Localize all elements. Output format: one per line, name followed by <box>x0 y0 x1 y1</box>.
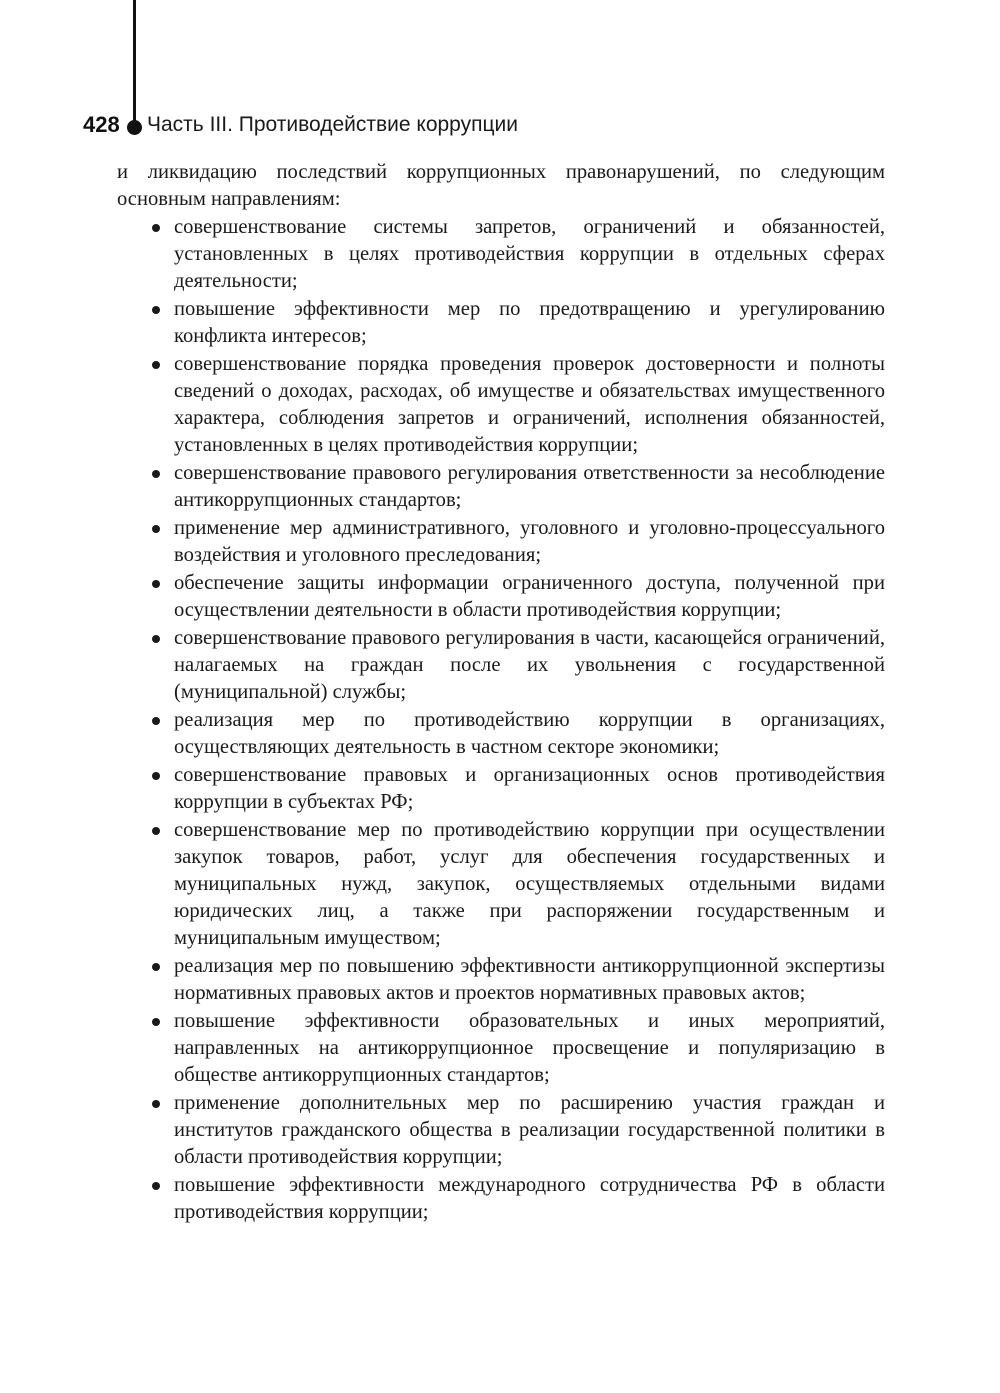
chapter-title: Часть III. Противодействие коррупции <box>147 113 518 136</box>
bullet-icon <box>152 827 160 835</box>
list-item-text: совершенствование системы запретов, ограничений и обязанностей, установленных в целях противодействия коррупции в отдельных сферах деятельности; <box>174 216 885 292</box>
list-item-text: реализация мер по повышению эффективности антикоррупционной экспертизы нормативных правовых актов и проектов нормативных правовых актов; <box>174 955 885 1004</box>
bullet-icon <box>152 470 160 478</box>
list-item-text: повышение эффективности образовательных и иных мероприятий, направленных на антикоррупционное просвещение и популяризацию в обществе антикоррупционных стандартов; <box>174 1010 885 1086</box>
running-header <box>0 108 1000 142</box>
page-number: 428 <box>83 112 120 137</box>
bullet-icon <box>152 1018 160 1026</box>
list-item-text: совершенствование мер по противодействию коррупции при осуществлении закупок товаров, работ, услуг для обеспечения государственных и муниципальных нужд, закупок, осуществляемых отдельными видами юридических лиц, а также при распоряжении государственным и муниципальным имуществом; <box>174 819 885 949</box>
list-item <box>117 214 885 295</box>
list-item-text: повышение эффективности мер по предотвращению и урегулированию конфликта интересов; <box>174 298 885 347</box>
list-item-text: применение дополнительных мер по расширению участия граждан и институтов гражданского общества в реализации государственной политики в области противодействия коррупции; <box>174 1092 885 1168</box>
list-item-text: совершенствование правового регулирования в части, касающейся ограничений, налагаемых на граждан после их увольнения с государственной (муниципальной) службы; <box>174 627 885 703</box>
lead-paragraph: и ликвидацию последствий коррупционных правонарушений, по следующим основным направлениям: <box>117 161 885 210</box>
list-item <box>117 953 885 1007</box>
list-item <box>117 762 885 816</box>
list-item-text: совершенствование правового регулирования ответственности за несоблюдение антикоррупционных стандартов; <box>174 462 885 511</box>
list-item <box>117 1008 885 1089</box>
list-item-text: применение мер административного, уголовного и уголовно-процессуального воздействия и уголовного преследования; <box>174 517 885 566</box>
list-item <box>117 570 885 624</box>
list-item <box>117 817 885 952</box>
list-item <box>117 351 885 459</box>
list-item <box>117 1090 885 1171</box>
list-item-text: обеспечение защиты информации ограниченного доступа, полученной при осуществлении деятельности в области противодействия коррупции; <box>174 572 885 621</box>
bullet-icon <box>152 1100 160 1108</box>
list-item <box>117 707 885 761</box>
list-item-text: повышение эффективности международного сотрудничества РФ в области противодействия коррупции; <box>174 1174 885 1223</box>
bullet-icon <box>152 963 160 971</box>
list-item-text: реализация мер по противодействию коррупции в организациях, осуществляющих деятельность в частном секторе экономики; <box>174 709 885 758</box>
list-item <box>117 1172 885 1226</box>
list-item-text: совершенствование порядка проведения проверок достоверности и полноты сведений о доходах, расходах, об имуществе и обязательствах имущественного характера, соблюдения запретов и ограничений, исполнения обязанностей, установленных в целях противодействия коррупции; <box>174 353 885 456</box>
list-item <box>117 625 885 706</box>
bullet-icon <box>152 772 160 780</box>
margin-rule <box>133 0 136 122</box>
list-item-text: совершенствование правовых и организационных основ противодействия коррупции в субъектах РФ; <box>174 764 885 813</box>
bullet-icon <box>152 525 160 533</box>
bullet-icon <box>152 635 160 643</box>
bullet-icon <box>152 361 160 369</box>
list-item <box>117 515 885 569</box>
body-text <box>117 159 885 1227</box>
list-item <box>117 460 885 514</box>
bullet-list <box>117 214 885 1226</box>
bullet-icon <box>152 717 160 725</box>
list-item <box>117 296 885 350</box>
bullet-icon <box>152 1182 160 1190</box>
bullet-icon <box>152 306 160 314</box>
bullet-icon <box>152 580 160 588</box>
bullet-icon <box>152 224 160 232</box>
